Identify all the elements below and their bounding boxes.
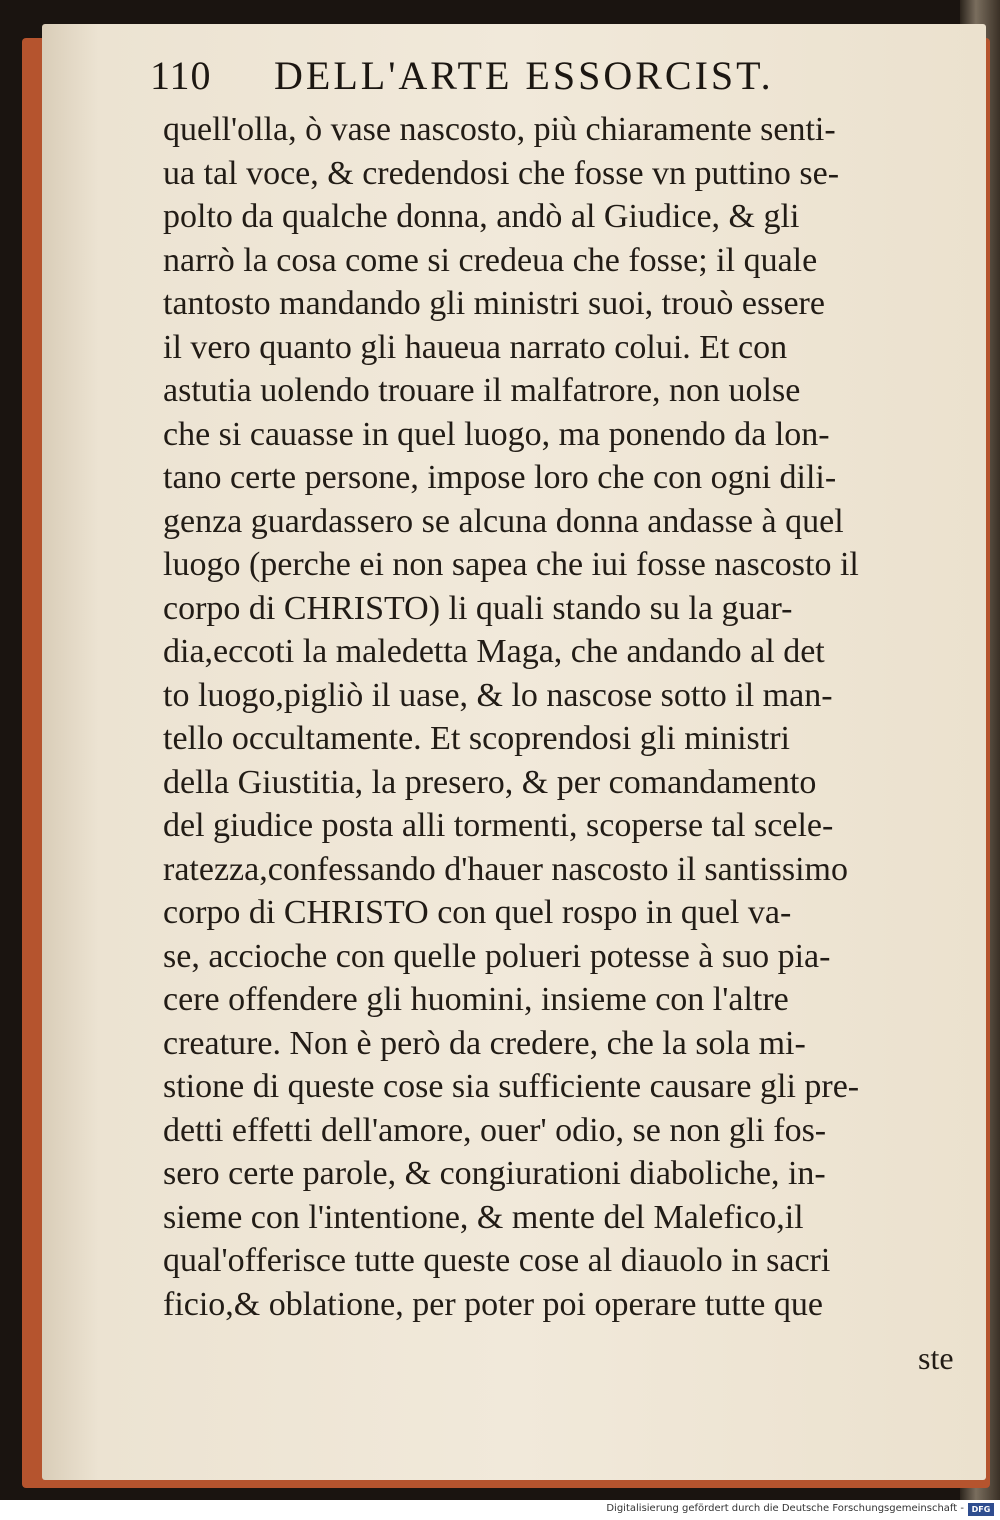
digitization-footer bbox=[0, 1500, 1000, 1520]
text-line: ratezza,confessando d'hauer nascosto il santissimo bbox=[163, 850, 848, 888]
text-line: corpo di CHRISTO con quel rospo in quel va- bbox=[163, 894, 792, 931]
page-number: 110 bbox=[150, 53, 212, 98]
dfg-logo: DFG bbox=[968, 1503, 994, 1516]
text-line: tano certe persone, impose loro che con ogni dili- bbox=[163, 459, 837, 496]
text-line: sieme con l'intentione, & mente del Malefico,il bbox=[163, 1198, 804, 1236]
text-line: polto da qualche donna, andò al Giudice, & gli bbox=[163, 198, 800, 235]
text-line: luogo (perche ei non sapea che iui fosse nascosto il bbox=[163, 546, 859, 583]
text-line: il vero quanto gli haueua narrato colui. Et con bbox=[163, 328, 788, 366]
text-line: cere offendere gli huomini, insieme con l'altre bbox=[163, 981, 789, 1018]
text-line: della Giustitia, la presero, & per comandamento bbox=[163, 763, 817, 801]
text-line: tello occultamente. Et scoprendosi gli ministri bbox=[163, 720, 790, 757]
text-line: quell'olla, ò vase nascosto, più chiaramente senti- bbox=[163, 111, 836, 148]
text-line: sero certe parole, & congiurationi diaboliche, in- bbox=[163, 1155, 826, 1192]
page-header bbox=[150, 52, 970, 102]
text-line: narrò la cosa come si credeua che fosse; il quale bbox=[163, 241, 818, 279]
text-line: genza guardassero se alcuna donna andasse à quel bbox=[163, 502, 844, 540]
text-line: detti effetti dell'amore, ouer' odio, se non gli fos- bbox=[163, 1111, 827, 1149]
text-line: del giudice posta alli tormenti, scoperse tal scele- bbox=[163, 807, 834, 844]
text-line: tantosto mandando gli ministri suoi, trouò essere bbox=[163, 285, 825, 322]
text-line: qual'offerisce tutte queste cose al diauolo in sacri bbox=[163, 1242, 831, 1279]
text-line: ficio,& oblatione, per poter poi operare tutte que bbox=[163, 1285, 823, 1323]
text-line: se, accioche con quelle polueri potesse à suo pia- bbox=[163, 937, 831, 975]
text-line: creature. Non è però da credere, che la sola mi- bbox=[163, 1024, 806, 1062]
text-line: dia,eccoti la maledetta Maga, che andando al det bbox=[163, 633, 825, 670]
text-line: ua tal voce, & credendosi che fosse vn puttino se- bbox=[163, 154, 840, 192]
text-line: corpo di CHRISTO) li quali stando su la guar- bbox=[163, 589, 793, 627]
text-line: che si cauasse in quel luogo, ma ponendo da lon- bbox=[163, 415, 830, 453]
text-line: stione di queste cose sia sufficiente causare gli pre- bbox=[163, 1068, 860, 1105]
running-title: DELL'ARTE ESSORCIST. bbox=[274, 53, 774, 98]
body-text bbox=[163, 108, 963, 1326]
text-line: astutia uolendo trouare il malfatrore, non uolse bbox=[163, 372, 801, 409]
footer-credit: Digitalisierung gefördert durch die Deutsche Forschungsgemeinschaft - bbox=[606, 1503, 964, 1514]
text-line: to luogo,pigliò il uase, & lo nascose sotto il man- bbox=[163, 676, 833, 714]
catchword: ste bbox=[918, 1340, 954, 1376]
